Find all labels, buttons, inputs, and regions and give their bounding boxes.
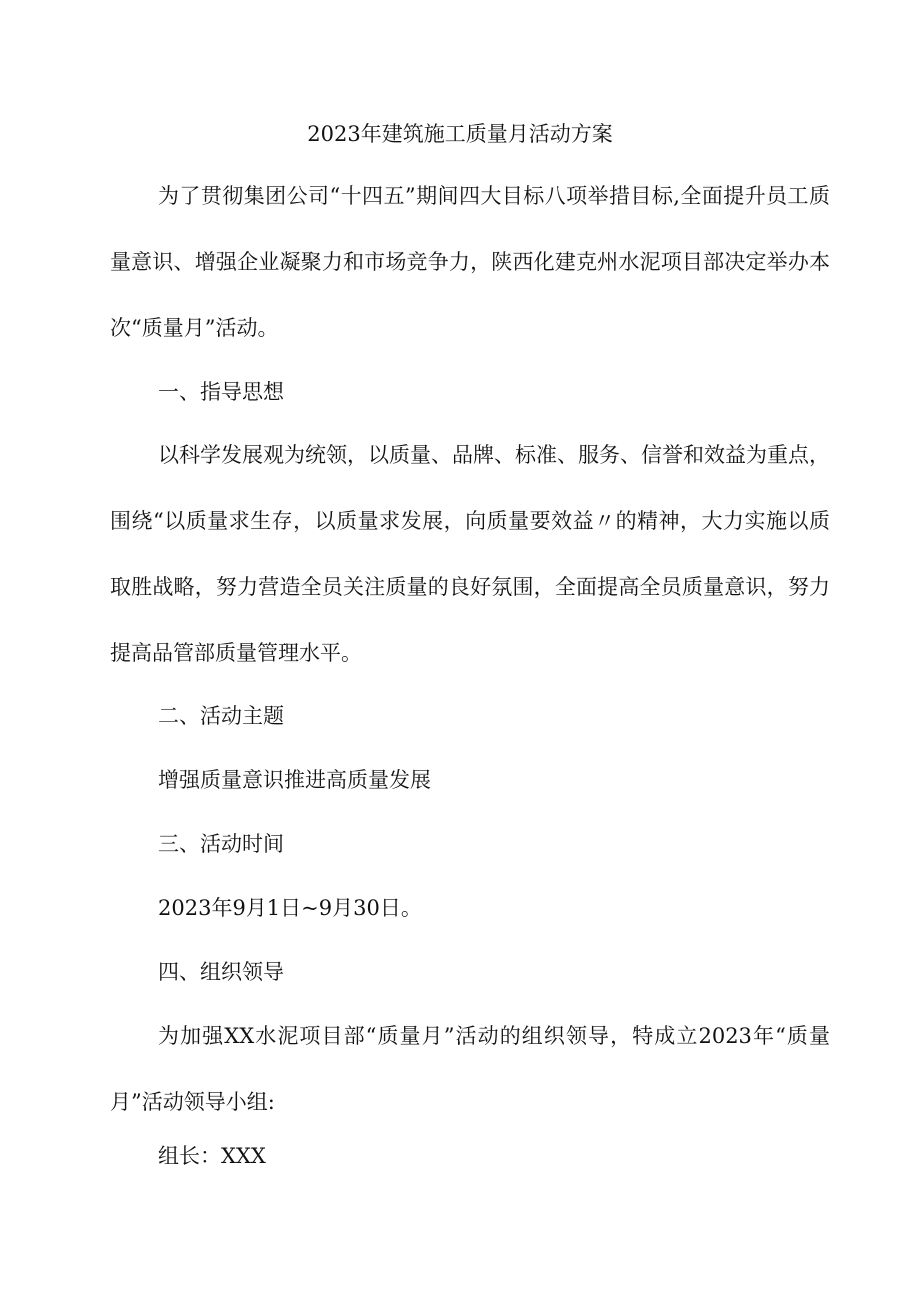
section-3-heading: 三、活动时间 (158, 832, 284, 856)
section-1-heading: 一、指导思想 (158, 380, 284, 404)
document-title: 2023年建筑施工质量月活动方案 (307, 122, 613, 146)
section-2-heading: 二、活动主题 (158, 704, 284, 728)
section-4-paragraph: 为加强XX水泥项目部“质量月”活动的组织领导，特成立2023年“质量月”活动领导小组: (110, 1024, 830, 1114)
section-4-heading: 四、组织领导 (158, 960, 284, 984)
intro-paragraph: 为了贯彻集团公司“十四五”期间四大目标八项举措目标,全面提升员工质量意识、增强企业凝聚力和市场竞争力，陕西化建克州水泥项目部决定举办本次“质量月”活动。 (110, 184, 830, 340)
section-2-body: 增强质量意识推进高质量发展 (158, 768, 431, 792)
section-1-paragraph: 以科学发展观为统领，以质量、品牌、标准、服务、信誉和效益为重点，围绕“以质量求生存，以质量求发展，向质量要效益〃的精神，大力实施以质取胜战略，努力营造全员关注质量的良好氛围，全面提高全员质量意识，努力提高品管部质量管理水平。 (110, 443, 830, 665)
leader-line: 组长：XXX (158, 1144, 266, 1168)
section-3-body: 2023年9月1日~9月30日。 (158, 896, 422, 920)
